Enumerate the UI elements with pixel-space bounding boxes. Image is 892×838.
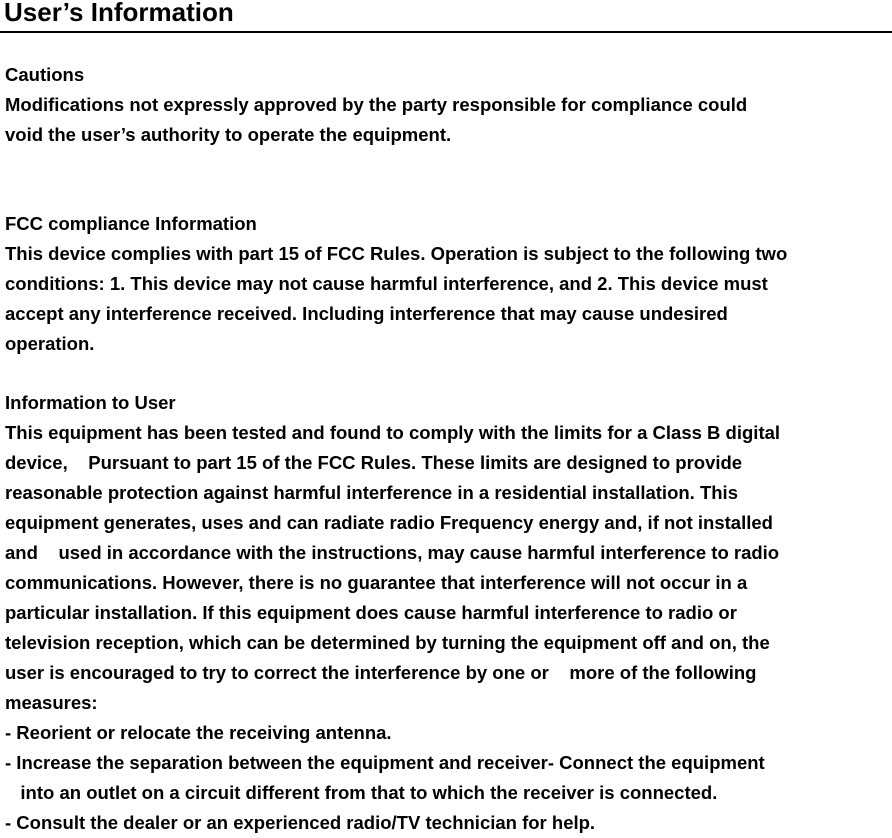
line: - Consult the dealer or an experienced radio/TV technician for help. [5, 812, 596, 833]
line: conditions: 1. This device may not cause harmful interference, and 2. This device must [5, 273, 768, 294]
line: void the user’s authority to operate the equipment. [5, 124, 452, 145]
line: communications. However, there is no guarantee that interference will not occur in a [5, 572, 748, 593]
line: This equipment has been tested and found to comply with the limits for a Class B digital [5, 422, 781, 443]
line: accept any interference received. Including interference that may cause undesired [5, 303, 728, 324]
line: operation. [5, 333, 95, 354]
fcc-heading: FCC compliance Information [5, 213, 257, 234]
line: and used in accordance with the instructions, may cause harmful interference to radio [5, 542, 780, 563]
line: into an outlet on a circuit different from that to which the receiver is connected. [5, 782, 718, 803]
line: This device complies with part 15 of FCC Rules. Operation is subject to the following two [5, 243, 788, 264]
fcc-section [5, 209, 787, 359]
line: measures: [5, 692, 98, 713]
line: Modifications not expressly approved by the party responsible for compliance could [5, 94, 748, 115]
page-title: User’s Information [4, 0, 234, 27]
title-divider [0, 31, 892, 33]
info-section [5, 388, 780, 838]
info-heading: Information to User [5, 392, 176, 413]
line: reasonable protection against harmful interference in a residential installation. This [5, 482, 738, 503]
line: - Increase the separation between the equipment and receiver- Connect the equipment [5, 752, 765, 773]
line: television reception, which can be determined by turning the equipment off and on, the [5, 632, 770, 653]
line: user is encouraged to try to correct the interference by one or more of the following [5, 662, 757, 683]
line: - Reorient or relocate the receiving antenna. [5, 722, 392, 743]
line: particular installation. If this equipment does cause harmful interference to radio or [5, 602, 737, 623]
cautions-heading: Cautions [5, 64, 85, 85]
line: equipment generates, uses and can radiate radio Frequency energy and, if not installed [5, 512, 773, 533]
line: device, Pursuant to part 15 of the FCC Rules. These limits are designed to provide [5, 452, 743, 473]
cautions-section [5, 60, 747, 150]
